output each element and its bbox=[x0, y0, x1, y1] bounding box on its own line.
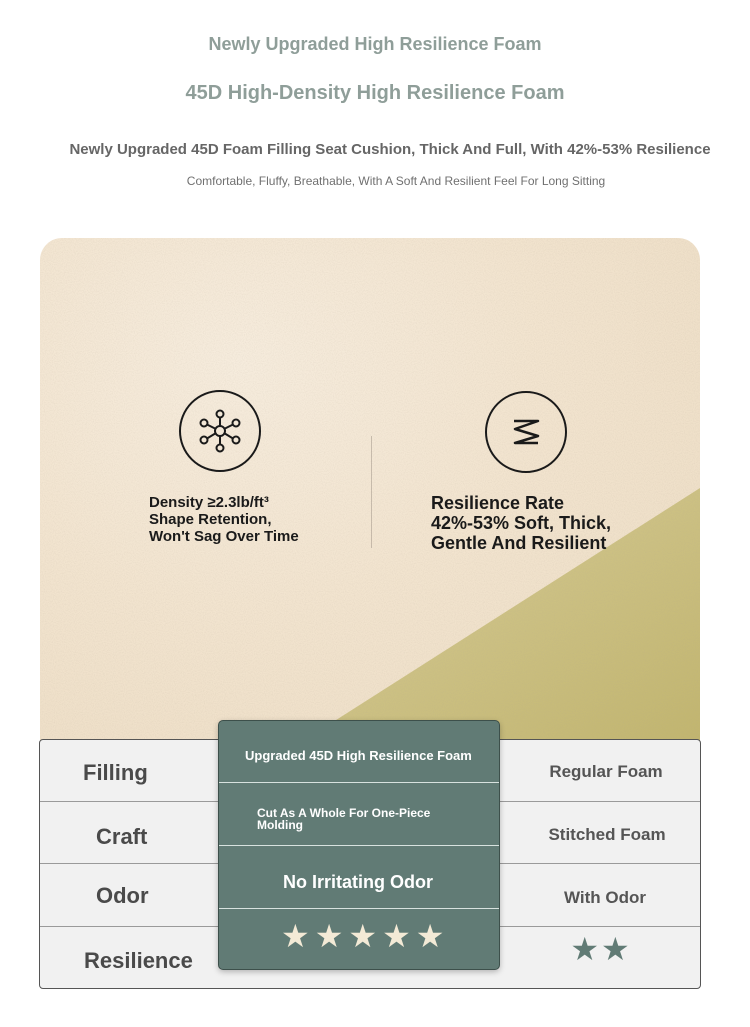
feature-resilience-line: Gentle And Resilient bbox=[431, 533, 607, 553]
foam-texture bbox=[40, 238, 700, 743]
regular-resilience-stars: ★★ bbox=[570, 931, 632, 967]
regular-craft-value: Stitched Foam bbox=[548, 825, 666, 844]
feature-divider bbox=[371, 436, 372, 548]
subtitle: Newly Upgraded 45D Foam Filling Seat Cushion, Thick And Full, With 42%-53% Resilience bbox=[69, 141, 711, 158]
regular-odor-value: With Odor bbox=[564, 888, 646, 907]
highlight-row-divider bbox=[219, 782, 499, 783]
feature-resilience-line: 42%-53% Soft, Thick, bbox=[431, 513, 612, 533]
feature-resilience bbox=[431, 493, 611, 553]
row-label-resilience: Resilience bbox=[84, 948, 193, 973]
row-label-filling: Filling bbox=[83, 760, 148, 785]
feature-density-line: Won't Sag Over Time bbox=[149, 528, 299, 545]
ours-filling-value: Upgraded 45D High Resilience Foam bbox=[245, 748, 472, 763]
spring-icon bbox=[485, 391, 567, 473]
feature-resilience-line: Resilience Rate bbox=[431, 493, 565, 513]
feature-density-line: Density ≥2.3lb/ft³ bbox=[149, 494, 269, 511]
molecule-icon bbox=[179, 390, 261, 472]
page-title: 45D High-Density High Resilience Foam bbox=[185, 82, 565, 104]
tagline: Comfortable, Fluffy, Breathable, With A Soft And Resilient Feel For Long Sitting bbox=[186, 174, 606, 188]
highlight-row-divider bbox=[219, 845, 499, 846]
ours-resilience-stars: ★★★★★ bbox=[281, 918, 450, 954]
highlight-column bbox=[218, 720, 500, 970]
feature-density bbox=[149, 494, 299, 545]
foam-photo-panel bbox=[40, 238, 700, 743]
row-label-craft: Craft bbox=[96, 824, 148, 849]
feature-density-line: Shape Retention, bbox=[149, 511, 272, 528]
ours-craft-value: Cut As A Whole For One-Piece Molding bbox=[257, 806, 431, 832]
highlight-row-divider bbox=[219, 908, 499, 909]
eyebrow-heading: Newly Upgraded High Resilience Foam bbox=[208, 34, 542, 54]
regular-filling-value: Regular Foam bbox=[549, 762, 663, 781]
ours-odor-value: No Irritating Odor bbox=[283, 872, 433, 892]
row-label-odor: Odor bbox=[96, 883, 149, 908]
